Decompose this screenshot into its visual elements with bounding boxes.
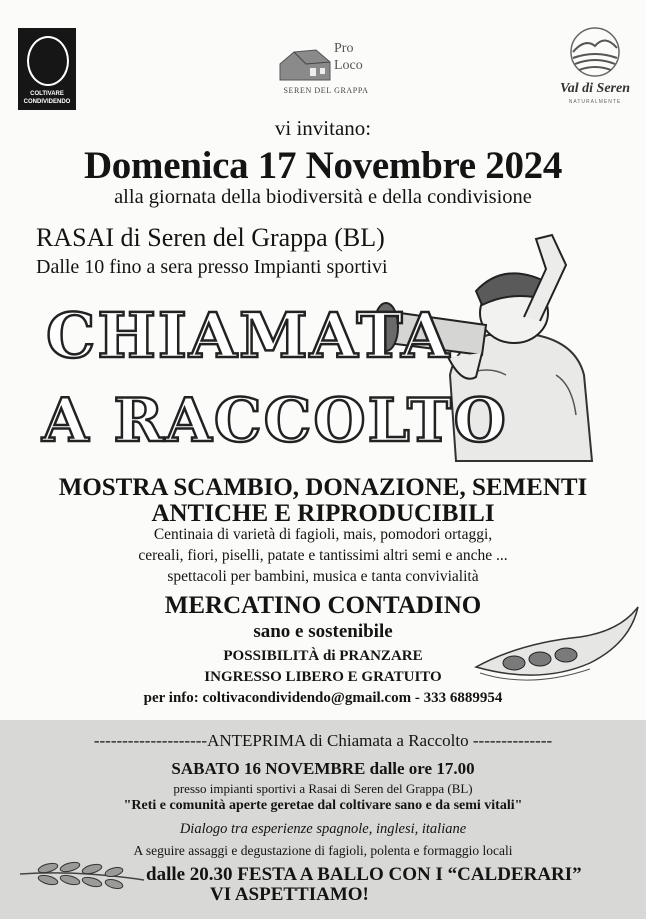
chiamata-a-raccolto-illustration (36, 225, 604, 465)
logo-left-text: COLTIVARE CONDIVIDENDO (23, 91, 71, 105)
val-di-seren-name: Val di Seren (559, 81, 630, 96)
coltivare-condividendo-logo (18, 28, 76, 110)
anteprima-tasting: A seguire assaggi e degustazione di fagioli, polenta e formaggio locali (133, 843, 513, 858)
closing-line: VI ASPETTIAMO! (210, 884, 369, 905)
val-di-seren-tagline: NATURALMENTE (568, 99, 622, 105)
mercatino-title: MERCATINO CONTADINO (164, 592, 482, 619)
mercatino-subtitle: sano e sostenibile (253, 621, 393, 642)
art-title-line1: CHIAMATA (46, 299, 452, 372)
event-date: Domenica 17 Novembre 2024 (83, 144, 563, 187)
pro-loco-logo (272, 38, 378, 100)
detail-line: Centinaia di varietà di fagioli, mais, pomodori ortaggi, (153, 526, 493, 543)
pro-loco-text (334, 40, 363, 74)
detail-line: cereali, fiori, piselli, patate e tantissimi altri semi e anche ... (138, 547, 508, 564)
event-place: RASAI di Seren del Grappa (BL) (36, 223, 385, 252)
anteprima-dialogue: Dialogo tra esperienze spagnole, inglesi, italiane (179, 821, 467, 837)
wheat-icon (18, 852, 146, 898)
event-intro: alla giornata della biodiversità e della condivisione (114, 186, 532, 208)
loco-text: Loco (334, 58, 363, 73)
detail-line: spettacoli per bambini, musica e tanta convivialità (167, 568, 479, 585)
pro-loco-place: SEREN DEL GRAPPA (283, 86, 369, 95)
anteprima-title: --------------------ANTEPRIMA di Chiamata a Raccolto -------------- (93, 731, 553, 750)
mostra-title: MOSTRA SCAMBIO, DONAZIONE, SEMENTI (58, 474, 588, 501)
mountain-wave-icon (557, 24, 633, 80)
art-title-line2: A RACCOLTO (42, 386, 508, 456)
house-icon (276, 46, 334, 84)
lunch-note: POSSIBILITÀ di PRANZARE (223, 648, 423, 664)
contact-info: per info: coltivacondividendo@gmail.com - 333 6889954 (143, 690, 503, 706)
bean-pod-icon (470, 603, 642, 695)
pro-text: Pro (334, 41, 354, 56)
invite-text: vi invitano: (274, 116, 372, 140)
anteprima-place: presso impianti sportivi a Rasai di Seren del Grappa (BL) (173, 781, 473, 796)
mostra-subtitle: ANTICHE E RIPRODUCIBILI (151, 500, 495, 527)
val-di-seren-logo (557, 24, 633, 110)
seed-circle-icon (27, 36, 69, 86)
festa-announcement: dalle 20.30 FESTA A BALLO CON I “CALDERARI” (146, 864, 582, 885)
anteprima-talk-title: "Reti e comunità aperte geretae dal coltivare sano e da semi vitali" (123, 798, 523, 813)
event-time: Dalle 10 fino a sera presso Impianti sportivi (36, 256, 388, 278)
entry-note: INGRESSO LIBERO E GRATUITO (204, 669, 442, 685)
anteprima-date: SABATO 16 NOVEMBRE dalle ore 17.00 (171, 759, 475, 778)
